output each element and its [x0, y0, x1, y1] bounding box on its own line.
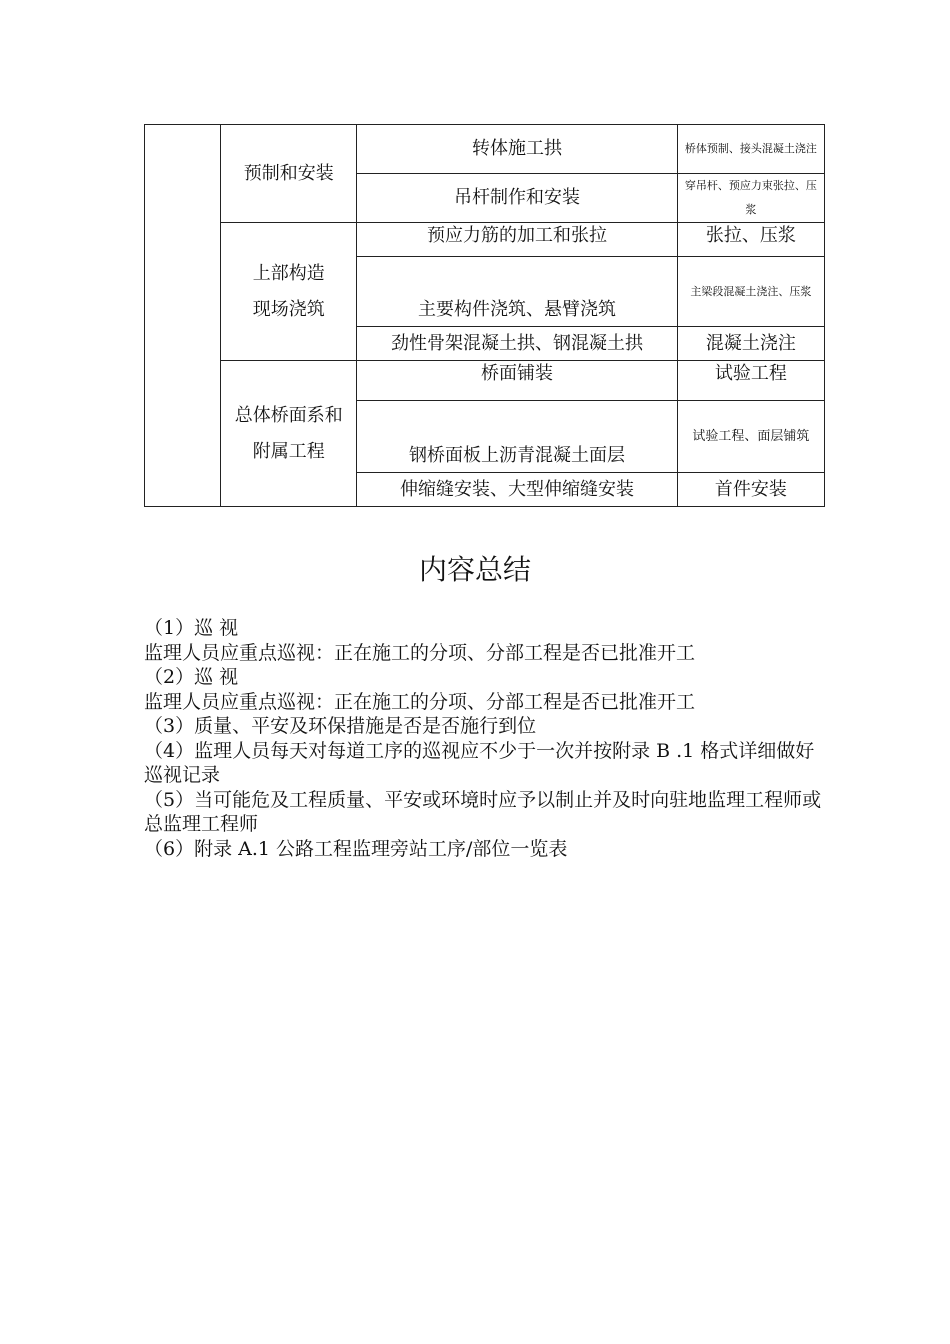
group-label-line1: 上部构造 — [252, 262, 325, 284]
process-cell: 桥面铺装 — [357, 361, 677, 401]
process-cell: 伸缩缝安装、大型伸缩缝安装 — [357, 473, 677, 507]
summary-line: 监理人员应重点巡视：正在施工的分项、分部工程是否已批准开工 — [144, 641, 696, 664]
blank-category-cell — [145, 125, 221, 507]
summary-line: （5）当可能危及工程质量、平安或环境时应予以制止并及时向驻地监理工程师或总监理工程师 — [144, 788, 822, 835]
process-cell: 转体施工拱 — [357, 125, 677, 174]
inspection-point-cell — [677, 174, 824, 223]
table-row — [145, 361, 825, 401]
inspection-point-text: 穿吊杆、预应力束张拉、压浆 — [684, 179, 817, 216]
table-row — [145, 223, 825, 257]
group-cell — [221, 125, 357, 223]
process-cell: 吊杆制作和安装 — [357, 174, 677, 223]
inspection-point-cell — [677, 401, 824, 473]
summary-line: （1）巡 视 — [144, 617, 239, 639]
inspection-point-text: 桥体预制、接头混凝土浇注 — [684, 142, 817, 155]
process-cell: 劲性骨架混凝土拱、钢混凝土拱 — [357, 327, 677, 361]
summary-line: （3）质量、平安及环保措施是否是否施行到位 — [144, 715, 537, 737]
process-cell: 主要构件浇筑、悬臂浇筑 — [357, 257, 677, 327]
summary-line: 监理人员应重点巡视：正在施工的分项、分部工程是否已批准开工 — [144, 690, 696, 713]
summary-line: （2）巡 视 — [144, 666, 239, 688]
group-label-line2: 现场浇筑 — [252, 298, 325, 320]
summary-title: 内容总结 — [418, 553, 531, 586]
group-label-line1: 总体桥面系和 — [234, 404, 343, 426]
group-cell — [221, 361, 357, 507]
process-cell: 预应力筋的加工和张拉 — [357, 223, 677, 257]
inspection-point-text: 主梁段混凝土浇注、压浆 — [690, 284, 812, 298]
summary-line: （6）附录 A.1 公路工程监理旁站工序/部位一览表 — [144, 837, 568, 860]
inspection-point-text: 试验工程、面层铺筑 — [692, 428, 810, 444]
group-cell — [221, 223, 357, 361]
supervision-table — [144, 124, 825, 507]
process-cell: 钢桥面板上沥青混凝土面层 — [357, 401, 677, 473]
table-row — [145, 125, 825, 174]
summary-body — [144, 616, 824, 861]
inspection-point-cell: 试验工程 — [677, 361, 824, 401]
group-label-line2: 附属工程 — [252, 440, 325, 462]
inspection-point-cell — [677, 257, 824, 327]
inspection-point-cell: 首件安装 — [677, 473, 824, 507]
inspection-point-cell: 张拉、压浆 — [677, 223, 824, 257]
inspection-point-cell: 混凝土浇注 — [677, 327, 824, 361]
group-label: 预制和安装 — [243, 162, 334, 184]
summary-line: （4）监理人员每天对每道工序的巡视应不少于一次并按附录 B .1 格式详细做好巡视记录 — [144, 739, 815, 786]
inspection-point-cell — [677, 125, 824, 174]
